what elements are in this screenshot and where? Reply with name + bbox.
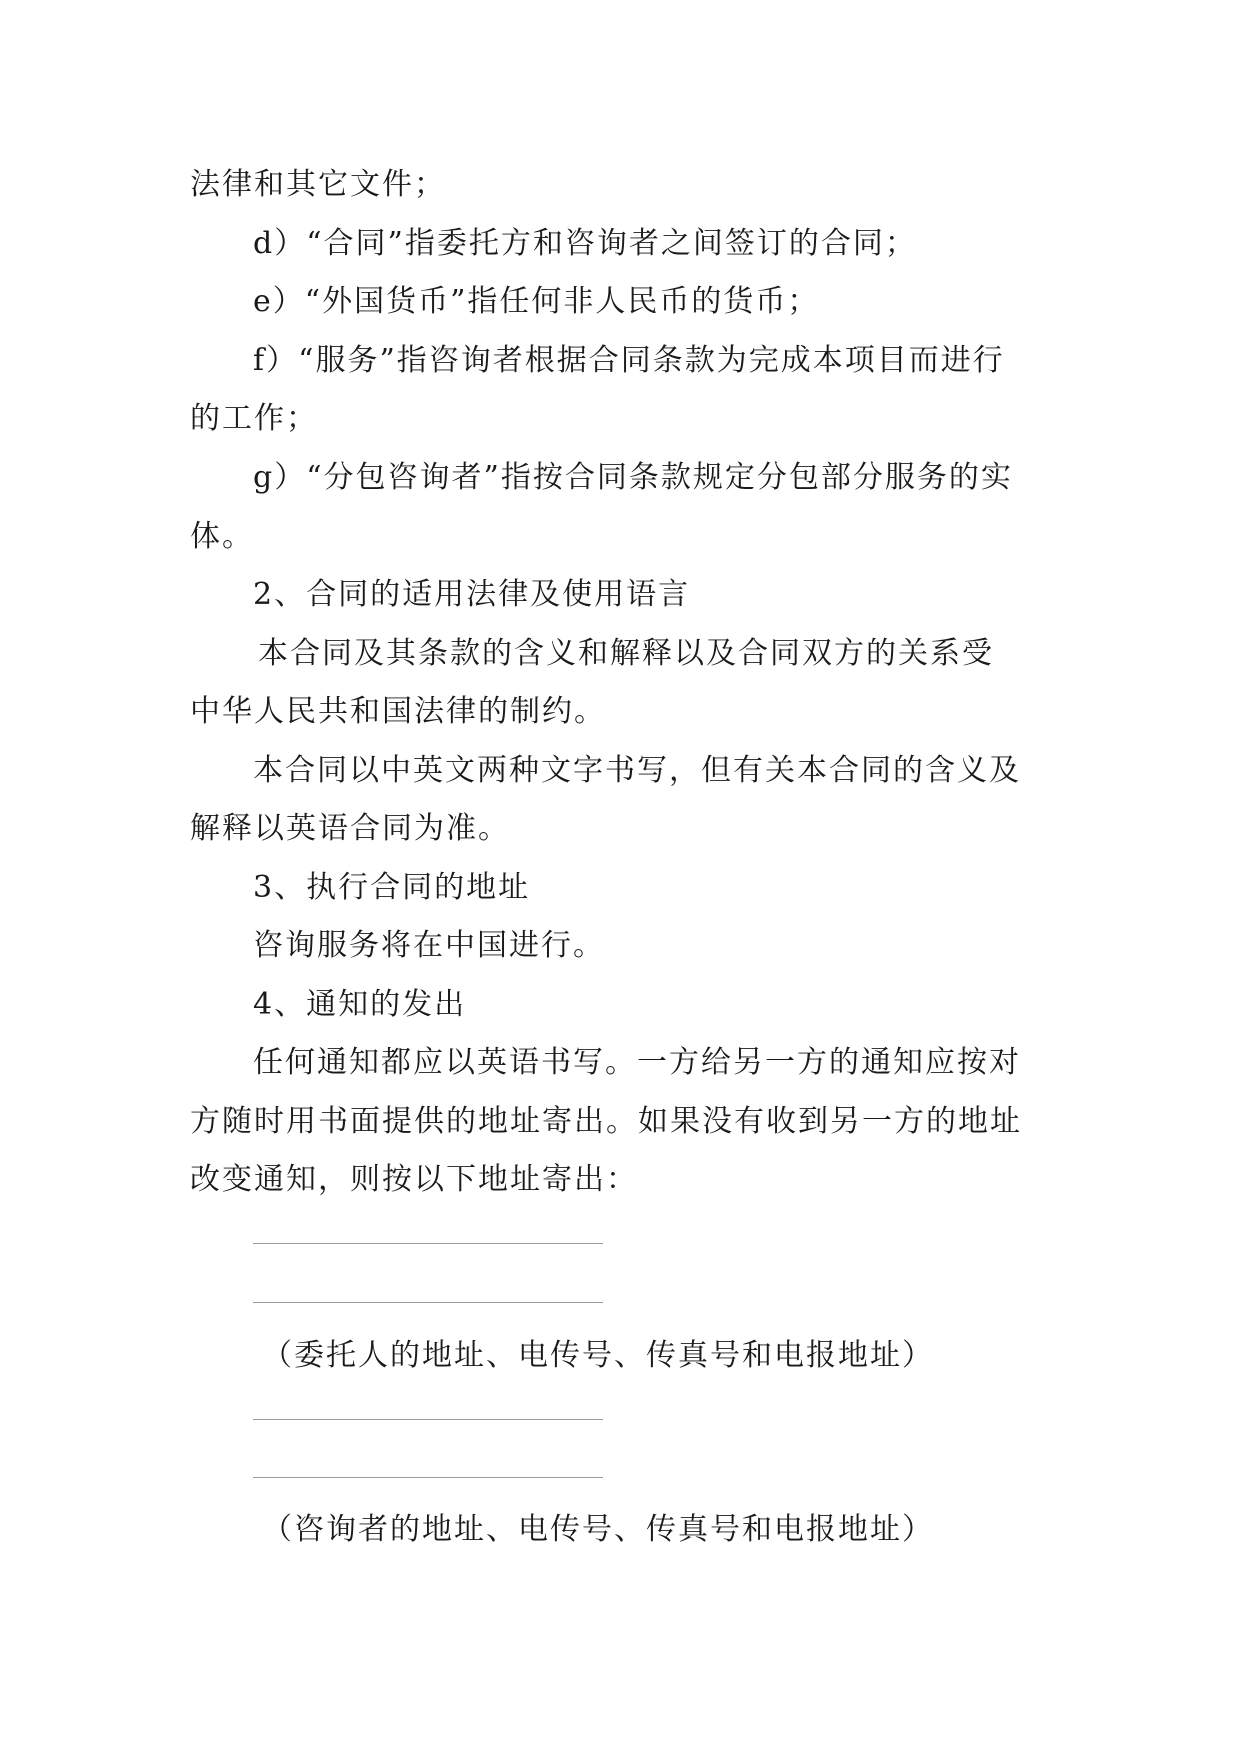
section3-paragraph: 咨询服务将在中国进行。: [253, 928, 605, 963]
consultant-address-caption: （咨询者的地址、电传号、传真号和电报地址）: [262, 1512, 934, 1547]
definition-item-e: e）“外国货币”指任何非人民币的货币；: [253, 284, 820, 319]
section-heading-contract-location: 3、执行合同的地址: [253, 870, 531, 905]
definition-item-f-line1: f）“服务”指咨询者根据合同条款为完成本项目而进行: [253, 343, 1005, 378]
client-address-blank-line: [253, 1243, 603, 1244]
section2-paragraph1-line1: 本合同及其条款的含义和解释以及合同双方的关系受: [258, 636, 994, 671]
definition-item-f-line2: 的工作；: [190, 401, 318, 436]
section2-paragraph1-line2: 中华人民共和国法律的制约。: [190, 694, 606, 729]
definition-item-d: d）“合同”指委托方和咨询者之间签订的合同；: [253, 226, 917, 261]
client-address-blank-line: [253, 1302, 603, 1303]
section4-paragraph-line1: 任何通知都应以英语书写。一方给另一方的通知应按对: [253, 1045, 1021, 1080]
definition-item-g-line1: g）“分包咨询者”指按合同条款规定分包部分服务的实: [253, 460, 1013, 495]
consultant-address-blank-line: [253, 1419, 603, 1420]
definition-item-g-line2: 体。: [190, 519, 254, 554]
section-heading-notices: 4、通知的发出: [253, 987, 467, 1022]
section-heading-applicable-law: 2、合同的适用法律及使用语言: [253, 577, 691, 612]
section4-paragraph-line3: 改变通知，则按以下地址寄出：: [190, 1162, 638, 1197]
section2-paragraph2-line2: 解释以英语合同为准。: [190, 811, 510, 846]
consultant-address-blank-line: [253, 1477, 603, 1478]
section4-paragraph-line2: 方随时用书面提供的地址寄出。如果没有收到另一方的地址: [190, 1104, 1022, 1139]
client-address-caption: （委托人的地址、电传号、传真号和电报地址）: [262, 1338, 934, 1373]
paragraph-line: 法律和其它文件；: [190, 167, 446, 202]
section2-paragraph2-line1: 本合同以中英文两种文字书写，但有关本合同的含义及: [253, 753, 1021, 788]
